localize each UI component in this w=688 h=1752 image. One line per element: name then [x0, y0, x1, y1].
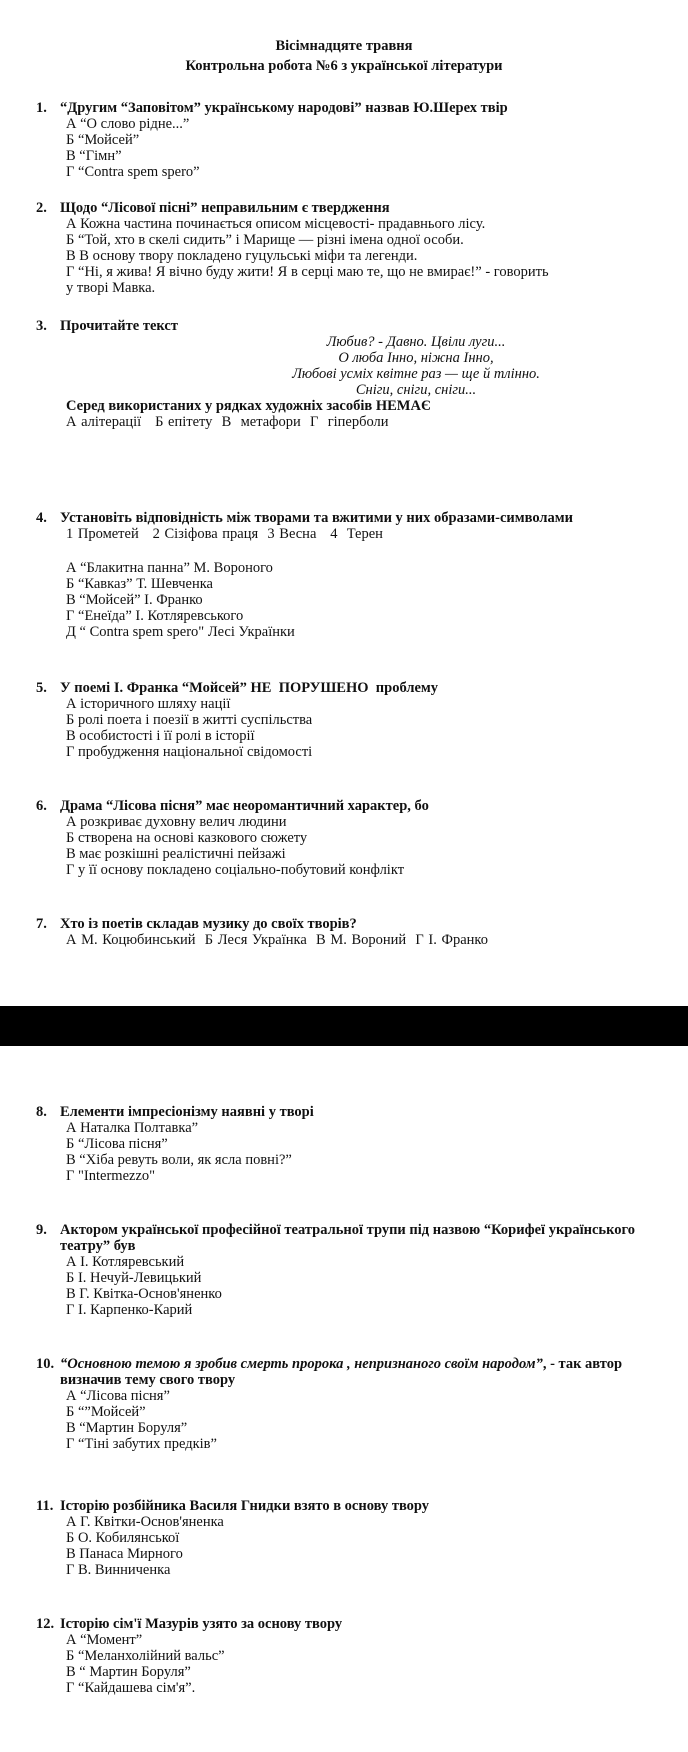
- question-3: [36, 318, 656, 430]
- question-text: Історію сім'ї Мазурів узято за основу твору: [60, 1616, 343, 1632]
- question-8: [36, 1104, 656, 1184]
- option-b: Б ролі поета і поезії в житті суспільства: [66, 712, 313, 728]
- question-number: 9.: [36, 1222, 47, 1238]
- question-text: Елементи імпресіонізму наявні у творі: [60, 1104, 314, 1120]
- option-a: А Кожна частина починається описом місцевості- прадавнього лісу.: [66, 216, 486, 232]
- page-date-title: Вісімнадцяте травня: [275, 38, 413, 54]
- question-number: 4.: [36, 510, 47, 526]
- option-b: Б “”Мойсей”: [66, 1404, 146, 1420]
- poem-line-3: Любові усміх квітне раз — ще й тлінно.: [292, 366, 540, 382]
- option-a: А розкриває духовну велич людини: [66, 814, 287, 830]
- question-6: [36, 798, 656, 878]
- option-c: В “Хіба ревуть воли, як ясла повні?”: [66, 1152, 292, 1168]
- question-text: Щодо “Лісової пісні” неправильним є твердження: [60, 200, 390, 216]
- question-text: Хто із поетів складав музику до своїх творів?: [60, 916, 357, 932]
- option-b: Б “Лісова пісня”: [66, 1136, 168, 1152]
- option-a: А історичного шляху нації: [66, 696, 231, 712]
- question-text: Історію розбійника Василя Гнидки взято в основу твору: [60, 1498, 430, 1514]
- question-4: [36, 510, 656, 640]
- poem-line-4: Сніги, сніги, сніги...: [355, 382, 477, 398]
- option-d-continued: у творі Мавка.: [66, 280, 156, 296]
- option-a: А Наталка Полтавка”: [66, 1120, 199, 1136]
- question-text: У поемі І. Франка “Мойсей” НЕ ПОРУШЕНО проблему: [60, 680, 439, 696]
- question-11: [36, 1498, 656, 1578]
- option-a: А Г. Квітки-Основ'яненка: [66, 1514, 224, 1530]
- question-5: [36, 680, 656, 760]
- option-a: А “Лісова пісня”: [66, 1388, 170, 1404]
- option-c: В “Мойсей” І. Франко: [66, 592, 203, 608]
- option-b: Б “Той, хто в скелі сидить” і Марище — різні імена одної особи.: [66, 232, 464, 248]
- question-number: 11.: [36, 1498, 54, 1514]
- option-b: Б створена на основі казкового сюжету: [66, 830, 308, 846]
- option-d: Г В. Винниченка: [66, 1562, 171, 1578]
- question-2: [36, 200, 656, 296]
- option-c: В “Мартин Боруля”: [66, 1420, 188, 1436]
- question-number: 8.: [36, 1104, 47, 1120]
- option-d: Г “Contra spem spero”: [66, 164, 200, 180]
- page-bottom: [0, 1046, 688, 1752]
- question-number: 10.: [36, 1356, 55, 1372]
- page-divider: [0, 1006, 688, 1046]
- question-12: [36, 1616, 656, 1696]
- option-c: В особистості і її ролі в історії: [66, 728, 255, 744]
- option-b: Б І. Нечуй-Левицький: [66, 1270, 202, 1286]
- poem-line-1: Любив? - Давно. Цвіли луги...: [326, 334, 506, 350]
- question-text: Актором української професійної театральної трупи під назвою “Корифеї українського театру” був: [60, 1222, 635, 1254]
- question-text: Драма “Лісова пісня” має неоромантичний характер, бо: [60, 798, 429, 814]
- question-1: [36, 100, 656, 180]
- options-inline: А М. Коцюбинський Б Леся Українка В М. Вороний Г І. Франко: [66, 932, 488, 948]
- option-d: Г І. Карпенко-Карий: [66, 1302, 193, 1318]
- option-d: Г “Ні, я жива! Я вічно буду жити! Я в серці маю те, що не вмирає!” - говорить: [66, 264, 549, 280]
- question-number: 5.: [36, 680, 47, 696]
- question-text: “Другим “Заповітом” українському народові” назвав Ю.Шерех твір: [60, 100, 508, 116]
- symbols-list: 1 Прометей 2 Сізіфова праця 3 Весна 4 Терен: [66, 526, 383, 542]
- option-b: Б “Мойсей”: [66, 132, 140, 148]
- poem-line-2: О люба Інно, ніжна Інно,: [338, 350, 494, 366]
- option-b: Б О. Кобилянської: [66, 1530, 180, 1546]
- option-a: А “Момент”: [66, 1632, 143, 1648]
- option-c: В “ Мартин Боруля”: [66, 1664, 191, 1680]
- option-b: Б “Меланхолійний вальс”: [66, 1648, 225, 1664]
- question-number: 1.: [36, 100, 47, 116]
- option-d: Г “Кайдашева сім'я”.: [66, 1680, 196, 1696]
- option-d: Г пробудження національної свідомості: [66, 744, 313, 760]
- question-number: 2.: [36, 200, 47, 216]
- question-10: [36, 1356, 656, 1452]
- option-c: В має розкішні реалістичні пейзажі: [66, 846, 286, 862]
- option-a: А “Блакитна панна” М. Вороного: [66, 560, 273, 576]
- question-9: [36, 1222, 656, 1318]
- option-a: А І. Котляревський: [66, 1254, 185, 1270]
- option-c: В В основу твору покладено гуцульські міфи та легенди.: [66, 248, 418, 264]
- question-quote: “Основною темою я зробив смерть пророка , непризнаного своїм народом”: [60, 1356, 543, 1372]
- option-c: В Панаса Мирного: [66, 1546, 183, 1562]
- option-a: А “О слово рідне...”: [66, 116, 190, 132]
- option-d: Г "Intermezzo": [66, 1168, 156, 1184]
- option-d: Г у її основу покладено соціально-побутовий конфлікт: [66, 862, 405, 878]
- question-number: 3.: [36, 318, 47, 334]
- option-b: Б “Кавказ” Т. Шевченка: [66, 576, 213, 592]
- question-number: 6.: [36, 798, 47, 814]
- option-c: В “Гімн”: [66, 148, 122, 164]
- option-c: В Г. Квітка-Основ'яненко: [66, 1286, 222, 1302]
- option-d: Г “Тіні забутих предків”: [66, 1436, 217, 1452]
- question-text: , - так автор визначив тему свого твору: [60, 1356, 623, 1388]
- page-title: Контрольна робота №6 з української літератури: [185, 58, 503, 74]
- question-subtext: Серед використаних у рядках художніх засобів НЕМАЄ: [66, 398, 431, 414]
- question-text: Установіть відповідність між творами та вжитими у них образами-символами: [60, 510, 574, 526]
- question-text: Прочитайте текст: [60, 318, 178, 334]
- option-d: Г “Енеїда” І. Котляревського: [66, 608, 244, 624]
- question-number: 7.: [36, 916, 47, 932]
- option-e: Д “ Contra spem spero" Лесі Українки: [66, 624, 295, 640]
- question-number: 12.: [36, 1616, 55, 1632]
- options-inline: А алітерації Б епітету В метафори Г гіперболи: [66, 414, 389, 430]
- question-7: [36, 916, 656, 948]
